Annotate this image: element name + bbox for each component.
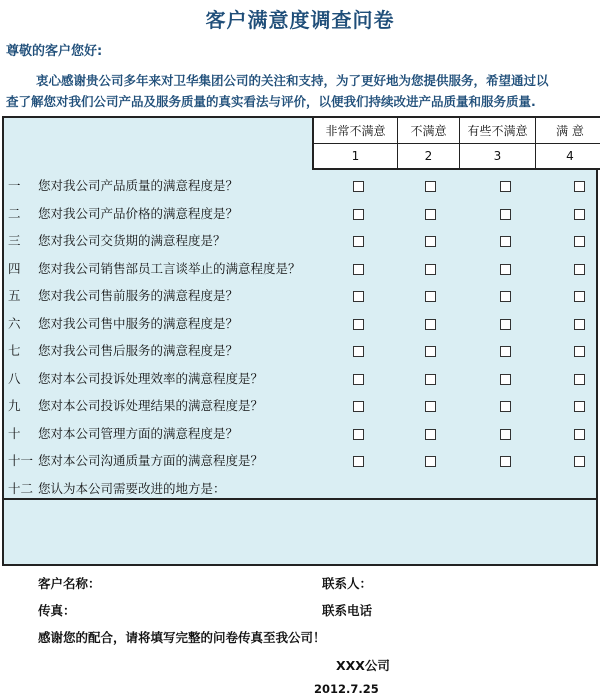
rating-checkbox-1[interactable]	[353, 401, 364, 412]
rating-label-4: 满 意	[536, 118, 600, 144]
rating-checkbox-2[interactable]	[425, 264, 436, 275]
greeting: 尊敬的客户您好:	[6, 44, 103, 59]
rating-checkbox-2[interactable]	[425, 374, 436, 385]
question-row	[8, 369, 263, 389]
rating-header	[312, 116, 600, 170]
rating-label-2: 不满意	[398, 118, 460, 144]
rating-checkbox-3[interactable]	[500, 346, 511, 357]
rating-checkbox-2[interactable]	[425, 429, 436, 440]
rating-score-2: 2	[398, 144, 460, 168]
rating-checkbox-1[interactable]	[353, 374, 364, 385]
rating-checkbox-4[interactable]	[574, 429, 585, 440]
page-title: 客户满意度调查问卷	[205, 8, 395, 32]
rating-checkbox-1[interactable]	[353, 236, 364, 247]
intro-paragraph	[6, 70, 598, 112]
question-number: 十一	[8, 453, 34, 468]
question-text: 您对我公司售后服务的满意程度是？	[38, 343, 239, 358]
rating-label-1: 非常不满意	[314, 118, 398, 144]
rating-checkbox-2[interactable]	[425, 319, 436, 330]
date-label: 2012.7.25	[314, 682, 379, 696]
fax-label: 传真：	[38, 603, 76, 618]
question-row	[8, 424, 238, 444]
rating-checkbox-4[interactable]	[574, 236, 585, 247]
question-row	[8, 204, 238, 224]
rating-checkbox-1[interactable]	[353, 181, 364, 192]
improvement-answer-area[interactable]	[4, 500, 596, 564]
rating-checkbox-1[interactable]	[353, 319, 364, 330]
rating-checkbox-4[interactable]	[574, 181, 585, 192]
rating-checkbox-4[interactable]	[574, 374, 585, 385]
rating-checkbox-3[interactable]	[500, 181, 511, 192]
rating-checkbox-1[interactable]	[353, 264, 364, 275]
rating-checkbox-2[interactable]	[425, 456, 436, 467]
rating-checkbox-1[interactable]	[353, 346, 364, 357]
rating-checkbox-2[interactable]	[425, 291, 436, 302]
question-text: 您对本公司沟通质量方面的满意程度是？	[38, 453, 264, 468]
rating-checkbox-2[interactable]	[425, 236, 436, 247]
rating-checkbox-3[interactable]	[500, 401, 511, 412]
rating-checkbox-3[interactable]	[500, 319, 511, 330]
question-row	[8, 259, 301, 279]
improvement-question: 您认为本公司需要改进的地方是：	[38, 480, 226, 496]
question-text: 您对本公司投诉处理效率的满意程度是？	[38, 370, 264, 386]
question-text: 您对我公司售前服务的满意程度是？	[38, 288, 239, 303]
rating-checkbox-1[interactable]	[353, 291, 364, 302]
rating-checkbox-4[interactable]	[574, 401, 585, 412]
question-text: 您对本公司管理方面的满意程度是？	[38, 425, 239, 441]
rating-score-1: 1	[314, 144, 398, 168]
question-number: 七	[8, 343, 21, 358]
question-number: 六	[8, 315, 21, 331]
question-row	[8, 176, 238, 196]
rating-checkbox-2[interactable]	[425, 346, 436, 357]
rating-checkbox-4[interactable]	[574, 209, 585, 220]
question-text: 您对我公司售中服务的满意程度是？	[38, 315, 239, 331]
rating-label-3: 有些不满意	[460, 118, 536, 144]
rating-score-4: 4	[566, 149, 574, 163]
question-number: 一	[8, 178, 21, 193]
rating-checkbox-2[interactable]	[425, 401, 436, 412]
intro-line-1: 衷心感谢贵公司多年来对卫华集团公司的关注和支持，为了更好地为您提供服务，希望通过以	[36, 73, 549, 88]
question-text: 您对我公司销售部员工言谈举止的满意程度是？	[38, 260, 301, 276]
question-row	[8, 341, 238, 361]
question-row	[8, 231, 226, 251]
question-number: 二	[8, 205, 21, 221]
contact-phone-label: 联系电话	[322, 603, 373, 618]
question-row	[8, 396, 263, 416]
rating-checkbox-1[interactable]	[353, 429, 364, 440]
rating-checkbox-2[interactable]	[425, 181, 436, 192]
question-number: 八	[8, 370, 21, 386]
rating-checkbox-4[interactable]	[574, 319, 585, 330]
rating-checkbox-2[interactable]	[425, 209, 436, 220]
question-number: 九	[8, 398, 21, 413]
rating-checkbox-3[interactable]	[500, 264, 511, 275]
intro-line-2: 查了解您对我们公司产品及服务质量的真实看法与评价，以便我们持续改进产品质量和服务质量.	[6, 94, 536, 109]
rating-checkbox-3[interactable]	[500, 456, 511, 467]
question-number: 十二	[8, 480, 34, 496]
rating-checkbox-3[interactable]	[500, 374, 511, 385]
question-number: 五	[8, 288, 21, 303]
question-row	[8, 286, 238, 306]
rating-checkbox-3[interactable]	[500, 236, 511, 247]
question-row	[8, 451, 263, 471]
question-text: 您对本公司投诉处理结果的满意程度是？	[38, 398, 264, 413]
customer-name-label: 客户名称：	[38, 576, 101, 591]
survey-table	[2, 116, 598, 566]
question-number: 十	[8, 425, 21, 441]
question-row	[8, 314, 238, 334]
rating-checkbox-3[interactable]	[500, 209, 511, 220]
rating-checkbox-4[interactable]	[574, 264, 585, 275]
improvement-row	[8, 479, 226, 499]
rating-checkbox-4[interactable]	[574, 456, 585, 467]
question-text: 您对我公司产品价格的满意程度是？	[38, 205, 239, 221]
rating-checkbox-1[interactable]	[353, 209, 364, 220]
company-name: XXX公司	[336, 658, 390, 673]
thanks-note: 感谢您的配合，请将填写完整的问卷传真至我公司！	[38, 630, 326, 645]
contact-label: 联系人：	[322, 576, 373, 591]
rating-checkbox-1[interactable]	[353, 456, 364, 467]
question-number: 三	[8, 233, 21, 248]
question-text: 您对我公司产品质量的满意程度是？	[38, 178, 239, 193]
question-number: 四	[8, 260, 21, 276]
rating-checkbox-3[interactable]	[500, 291, 511, 302]
rating-checkbox-3[interactable]	[500, 429, 511, 440]
question-text: 您对我公司交货期的满意程度是？	[38, 233, 226, 248]
rating-checkbox-4[interactable]	[574, 291, 585, 302]
rating-score-3: 3	[460, 144, 536, 168]
rating-checkbox-4[interactable]	[574, 346, 585, 357]
